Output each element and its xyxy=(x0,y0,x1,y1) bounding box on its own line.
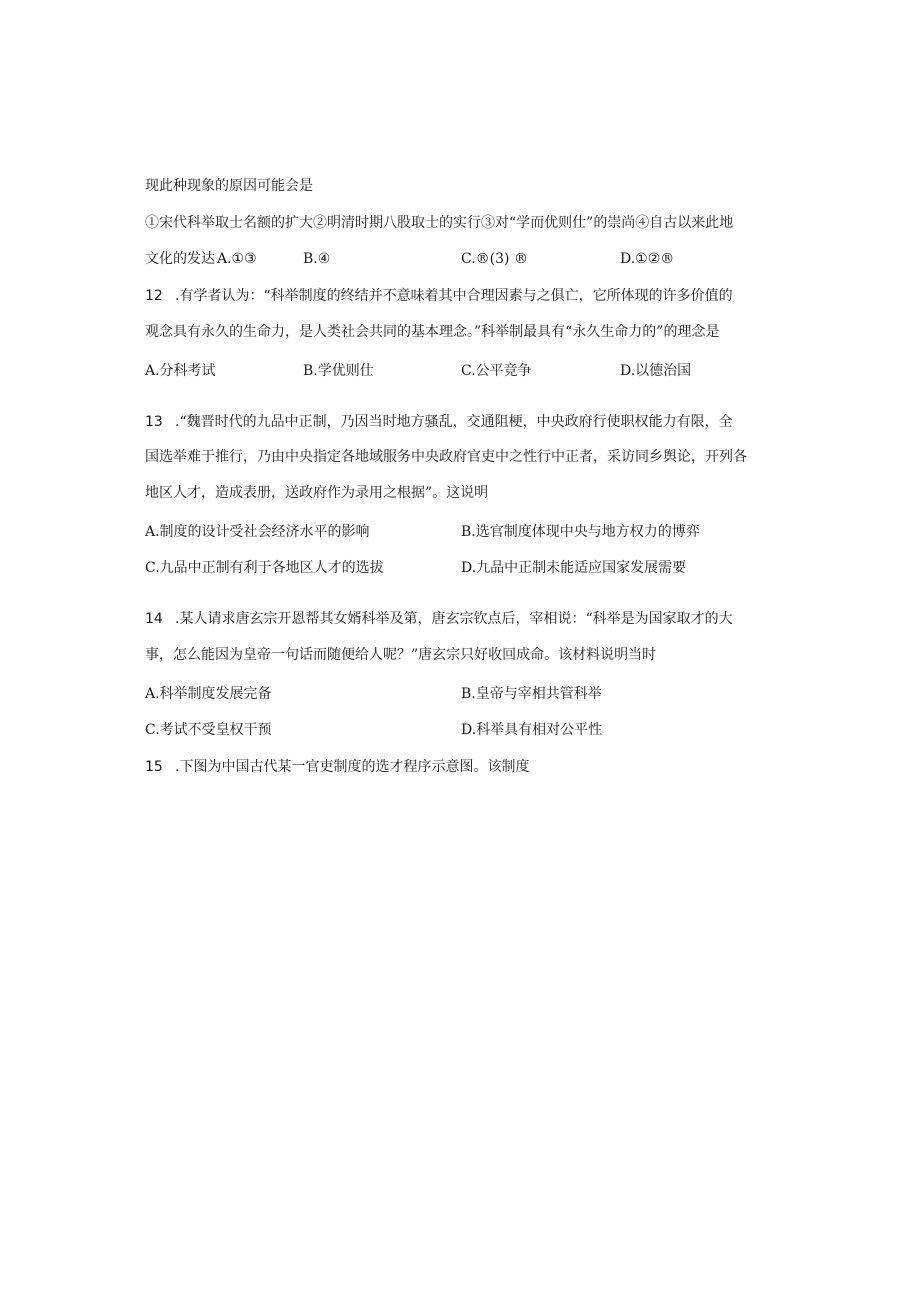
q14-option-d: D.科举具有相对公平性 xyxy=(461,722,603,738)
q14-line2: 事，怎么能因为皇帝一句话而随便给人呢？”唐玄宗只好收回成命。该材料说明当时 xyxy=(145,647,657,663)
q15-number: 15 xyxy=(145,759,163,775)
q15-line1 xyxy=(145,757,529,777)
q13-line1 xyxy=(145,412,733,432)
q11-items-line2 xyxy=(145,249,257,269)
q12-option-b: B.学优则仕 xyxy=(303,363,374,379)
q14-option-c: C.考试不受皇权干预 xyxy=(145,722,272,738)
q11-option-d: D.①②® xyxy=(620,251,675,267)
q11-stem-tail: 现此种现象的原因可能会是 xyxy=(145,178,313,194)
q13-line3: 地区人才，造成表册，送政府作为录用之根据”。这说明 xyxy=(145,485,489,501)
q13-text1: .“魏晋时代的九品中正制，乃因当时地方骚乱，交通阻梗，中央政府行使职权能力有限，全 xyxy=(175,414,733,430)
q14-number: 14 xyxy=(145,611,163,627)
q11-option-a: A.①③ xyxy=(217,251,257,267)
q12-line1 xyxy=(145,286,733,306)
q14-line1 xyxy=(145,609,733,629)
q13-option-d: D.九品中正制未能适应国家发展需要 xyxy=(461,560,687,576)
q14-option-b: B.皇帝与宰相共管科举 xyxy=(461,686,602,702)
q13-option-b: B.选官制度体现中央与地方权力的博弈 xyxy=(461,524,700,540)
q12-text1: .有学者认为：“科举制度的终结并不意味着其中合理因素与之俱亡，它所体现的许多价值的 xyxy=(175,288,733,304)
q14-option-a: A.科举制度发展完备 xyxy=(145,686,272,702)
q11-option-c: C.®(3) ® xyxy=(461,251,528,267)
q13-line2: 国选举难于推行，乃由中央指定各地域服务中央政府官吏中之性行中正者，采访同乡舆论，开列各 xyxy=(145,449,747,465)
q12-option-d: D.以德治国 xyxy=(620,363,692,379)
q14-text1: .某人请求唐玄宗开恩帮其女婿科举及第，唐玄宗钦点后，宰相说：“科举是为国家取才的大 xyxy=(175,611,733,627)
q11-items: ①宋代科举取士名额的扩大②明清时期八股取士的实行③对“学而优则仕”的崇尚④自古以来此地 xyxy=(145,215,734,231)
q12-option-a: A.分科考试 xyxy=(145,363,216,379)
q12-number: 12 xyxy=(145,288,163,304)
q12-line2: 观念具有永久的生命力，是人类社会共同的基本理念。”科举制最具有“永久生命力的”的理念是 xyxy=(145,324,720,340)
q12-option-c: C.公平竞争 xyxy=(461,363,532,379)
q13-number: 13 xyxy=(145,414,163,430)
q11-items-tail: 文化的发达 xyxy=(145,251,215,267)
q15-text1: .下图为中国古代某一官吏制度的选才程序示意图。该制度 xyxy=(175,759,530,775)
q13-option-c: C.九品中正制有利于各地区人才的选拔 xyxy=(145,560,384,576)
q13-option-a: A.制度的设计受社会经济水平的影响 xyxy=(145,524,370,540)
q11-option-b: B.④ xyxy=(303,251,331,267)
